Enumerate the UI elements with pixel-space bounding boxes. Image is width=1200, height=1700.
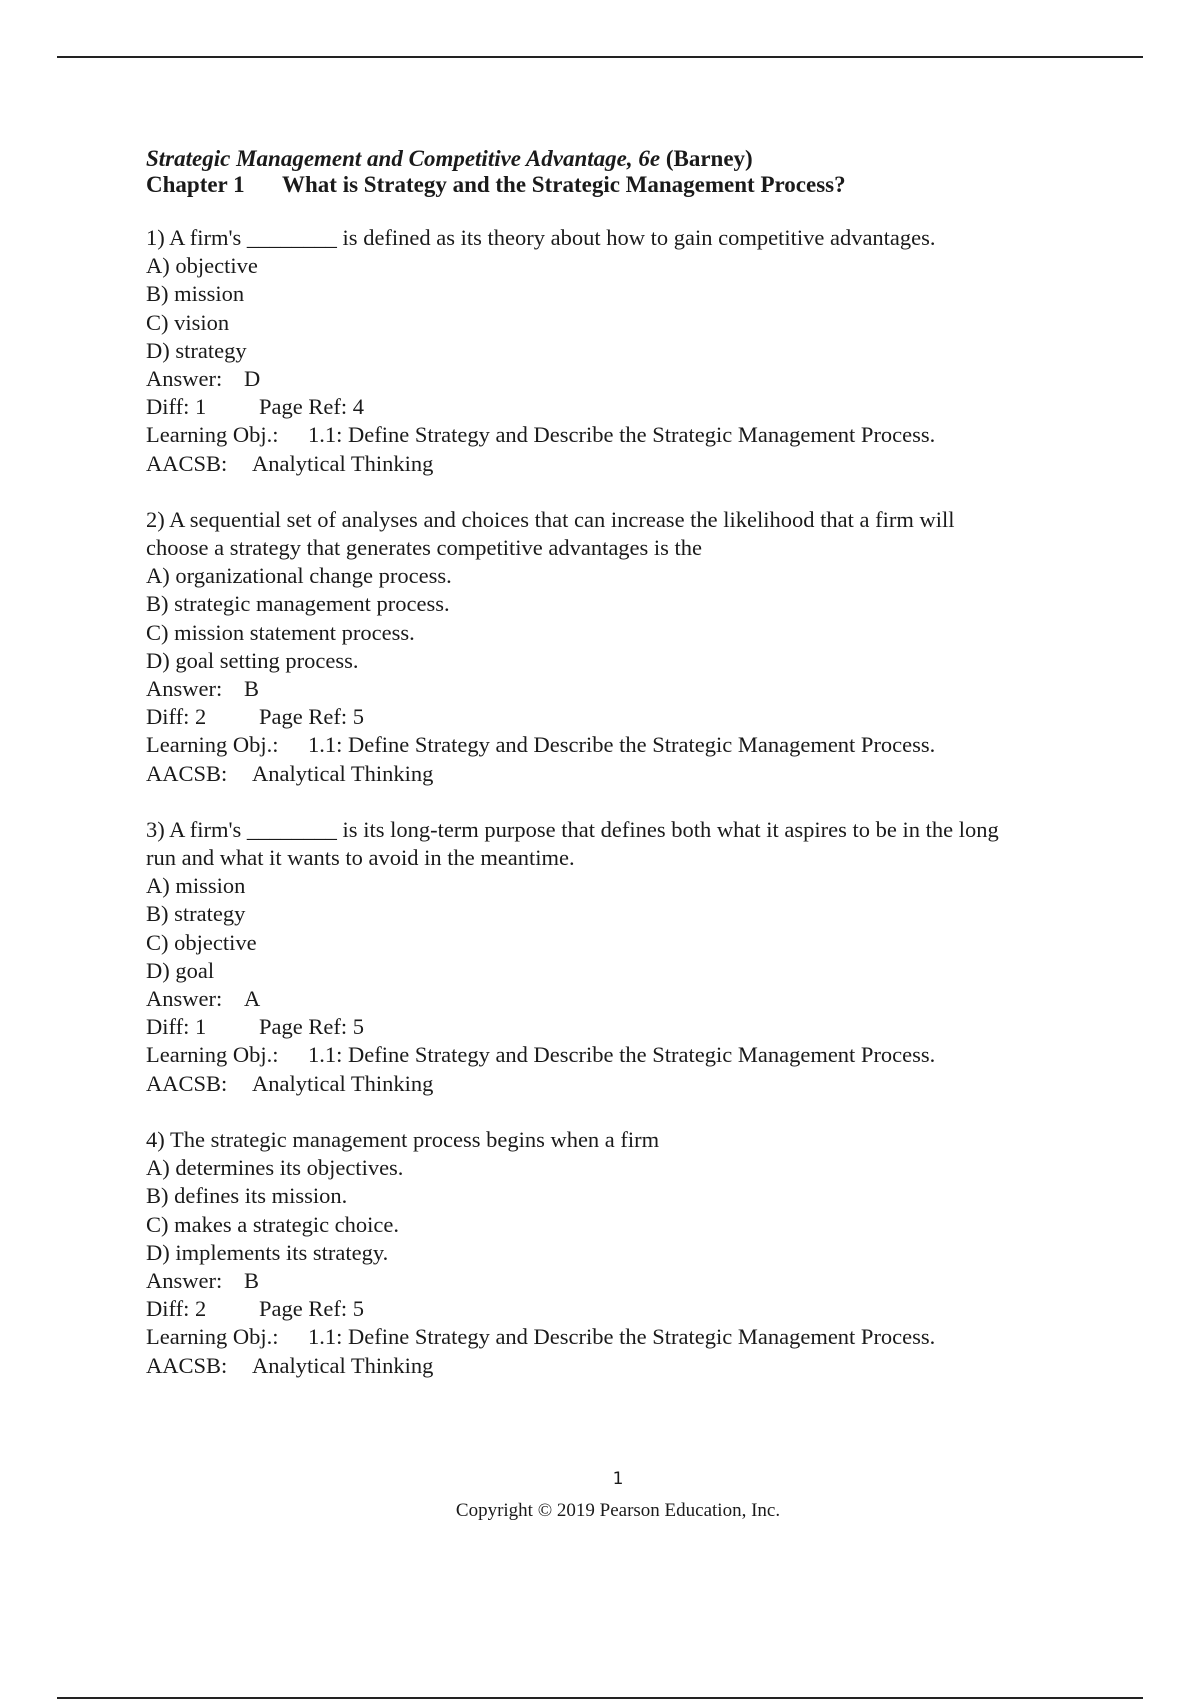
learning-objective: 1.1: Define Strategy and Describe the Strategic Management Process. <box>308 1042 936 1068</box>
learning-objective-line <box>146 421 1076 449</box>
aacsb-value: Analytical Thinking <box>252 760 434 786</box>
chapter-heading <box>146 172 1076 198</box>
page-ref: Page Ref: 5 <box>259 704 364 730</box>
question-stem: 2) A sequential set of analyses and choices that can increase the likelihood that a firm will <box>146 506 955 532</box>
learning-objective-line <box>146 1041 1076 1069</box>
question-block <box>146 224 1076 478</box>
aacsb-label: AACSB: <box>146 760 228 786</box>
book-author: (Barney) <box>665 146 753 171</box>
question-stem: choose a strategy that generates competitive advantages is the <box>146 535 703 561</box>
learning-objective: 1.1: Define Strategy and Describe the Strategic Management Process. <box>308 732 936 758</box>
learning-objective: 1.1: Define Strategy and Describe the Strategic Management Process. <box>308 1324 936 1350</box>
answer-option: D) strategy <box>146 337 247 363</box>
answer-option: D) implements its strategy. <box>146 1239 389 1265</box>
answer-option: C) mission statement process. <box>146 619 415 645</box>
learning-objective-label: Learning Obj.: <box>146 1042 279 1068</box>
difficulty: Diff: 2 <box>146 704 207 730</box>
learning-objective-line <box>146 1323 1076 1351</box>
learning-objective-label: Learning Obj.: <box>146 732 279 758</box>
answer-value: B <box>244 1267 260 1293</box>
learning-objective: 1.1: Define Strategy and Describe the Strategic Management Process. <box>308 422 936 448</box>
aacsb-value: Analytical Thinking <box>252 450 434 476</box>
aacsb-label: AACSB: <box>146 450 228 476</box>
learning-objective-line <box>146 731 1076 759</box>
copyright-notice: Copyright © 2019 Pearson Education, Inc. <box>455 1500 781 1521</box>
answer-option: A) mission <box>146 873 246 899</box>
difficulty-line <box>146 703 1076 731</box>
difficulty-line <box>146 1295 1076 1323</box>
answer-option: A) determines its objectives. <box>146 1155 404 1181</box>
difficulty-line <box>146 393 1076 421</box>
answer-option: C) objective <box>146 929 257 955</box>
question-stem: 3) A firm's ________ is its long-term purpose that defines both what it aspires to be in the long <box>146 816 999 842</box>
question-block <box>146 816 1076 1098</box>
aacsb-line <box>146 1352 1076 1380</box>
question-stem: run and what it wants to avoid in the meantime. <box>146 845 575 871</box>
difficulty: Diff: 1 <box>146 394 207 420</box>
page-ref: Page Ref: 5 <box>259 1014 364 1040</box>
difficulty: Diff: 2 <box>146 1296 207 1322</box>
page-number: 1 <box>612 1469 624 1489</box>
answer-line <box>146 1267 1076 1295</box>
chapter-label: Chapter 1 <box>146 172 245 197</box>
answer-label: Answer: <box>146 986 223 1012</box>
answer-value: D <box>244 366 261 392</box>
question-stem: 1) A firm's ________ is defined as its theory about how to gain competitive advantages. <box>146 225 936 250</box>
question-list <box>146 224 1076 1380</box>
aacsb-line <box>146 760 1076 788</box>
answer-option: C) vision <box>146 309 230 335</box>
aacsb-value: Analytical Thinking <box>252 1070 434 1096</box>
answer-line <box>146 365 1076 393</box>
page-ref: Page Ref: 5 <box>259 1296 364 1322</box>
difficulty: Diff: 1 <box>146 1014 207 1040</box>
answer-value: A <box>244 986 261 1012</box>
aacsb-value: Analytical Thinking <box>252 1352 434 1378</box>
document-body <box>146 146 1076 1380</box>
answer-option: B) defines its mission. <box>146 1183 348 1209</box>
answer-option: D) goal setting process. <box>146 647 359 673</box>
answer-option: B) strategy <box>146 901 246 927</box>
document-title <box>146 146 1076 172</box>
answer-option: D) goal <box>146 957 215 983</box>
answer-label: Answer: <box>146 1267 223 1293</box>
question-stem: 4) The strategic management process begins when a firm <box>146 1126 660 1152</box>
aacsb-label: AACSB: <box>146 1070 228 1096</box>
answer-option: A) organizational change process. <box>146 563 452 589</box>
answer-label: Answer: <box>146 366 223 392</box>
answer-option: C) makes a strategic choice. <box>146 1211 400 1237</box>
answer-option: A) objective <box>146 253 258 279</box>
learning-objective-label: Learning Obj.: <box>146 1324 279 1350</box>
question-block <box>146 506 1076 788</box>
answer-option: B) mission <box>146 281 245 307</box>
answer-option: B) strategic management process. <box>146 591 450 617</box>
aacsb-line <box>146 450 1076 478</box>
answer-label: Answer: <box>146 676 223 702</box>
answer-line <box>146 675 1076 703</box>
aacsb-label: AACSB: <box>146 1352 228 1378</box>
answer-line <box>146 985 1076 1013</box>
chapter-title: What is Strategy and the Strategic Management Process? <box>282 172 846 197</box>
learning-objective-label: Learning Obj.: <box>146 422 279 448</box>
book-title: Strategic Management and Competitive Advantage, 6e <box>146 146 661 171</box>
answer-value: B <box>244 676 260 702</box>
page-ref: Page Ref: 4 <box>259 394 364 420</box>
difficulty-line <box>146 1013 1076 1041</box>
top-rule <box>57 56 1143 58</box>
question-block <box>146 1126 1076 1380</box>
aacsb-line <box>146 1070 1076 1098</box>
bottom-rule <box>57 1697 1143 1699</box>
